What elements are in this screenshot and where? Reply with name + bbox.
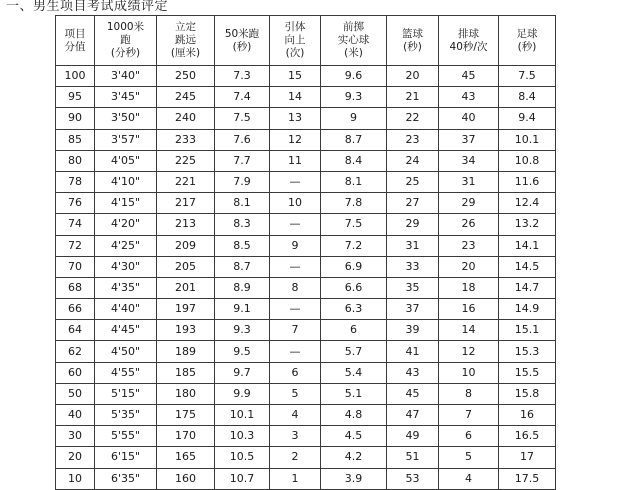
table-cell: 8.7 [215, 256, 270, 277]
table-cell: — [270, 299, 321, 320]
table-row [56, 129, 556, 150]
table-cell: 9.3 [215, 320, 270, 341]
table-cell: 7.8 [321, 193, 387, 214]
table-cell: 3'40" [95, 66, 157, 87]
table-cell: 7.5 [499, 66, 556, 87]
table-cell: 209 [157, 235, 215, 256]
table-cell: 4.5 [321, 426, 387, 447]
table-cell: 10 [439, 362, 499, 383]
table-cell: 62 [56, 341, 95, 362]
table-row [56, 171, 556, 192]
table-cell: 5 [439, 447, 499, 468]
table-cell: 10 [56, 468, 95, 489]
header-pull-ups: 引体 向上 (次) [270, 16, 321, 66]
table-cell: 4'40" [95, 299, 157, 320]
table-row [56, 214, 556, 235]
table-cell: 13 [270, 108, 321, 129]
table-cell: 43 [387, 362, 439, 383]
table-cell: 6'35" [95, 468, 157, 489]
table-cell: 3'50" [95, 108, 157, 129]
table-cell: 185 [157, 362, 215, 383]
table-cell: 70 [56, 256, 95, 277]
table-cell: 4'30" [95, 256, 157, 277]
table-cell: 4 [439, 468, 499, 489]
table-cell: 45 [387, 383, 439, 404]
table-cell: 16.5 [499, 426, 556, 447]
table-cell: 85 [56, 129, 95, 150]
table-cell: 24 [387, 150, 439, 171]
table-cell: 64 [56, 320, 95, 341]
table-cell: 5'35" [95, 405, 157, 426]
table-cell: 6.3 [321, 299, 387, 320]
table-cell: 2 [270, 447, 321, 468]
page-title: 一、男生项目考试成绩评定 [6, 0, 169, 14]
table-cell: 6 [321, 320, 387, 341]
table-cell: 17.5 [499, 468, 556, 489]
table-cell: 8.9 [215, 277, 270, 298]
table-cell: 18 [439, 277, 499, 298]
table-cell: 233 [157, 129, 215, 150]
table-row [56, 193, 556, 214]
table-cell: 4'15" [95, 193, 157, 214]
header-basketball: 篮球 (秒) [387, 16, 439, 66]
table-cell: 20 [439, 256, 499, 277]
header-score: 项目 分值 [56, 16, 95, 66]
table-cell: 26 [439, 214, 499, 235]
table-cell: 6'15" [95, 447, 157, 468]
table-cell: 76 [56, 193, 95, 214]
table-cell: 205 [157, 256, 215, 277]
table-cell: 53 [387, 468, 439, 489]
table-cell: 7.3 [215, 66, 270, 87]
table-cell: 7.4 [215, 87, 270, 108]
table-cell: 78 [56, 171, 95, 192]
table-cell: 60 [56, 362, 95, 383]
table-cell: 6.6 [321, 277, 387, 298]
table-cell: 12 [439, 341, 499, 362]
header-volleyball: 排球 40秒/次 [439, 16, 499, 66]
table-cell: 160 [157, 468, 215, 489]
table-cell: 8.4 [321, 150, 387, 171]
table-cell: 10.8 [499, 150, 556, 171]
table-cell: 9.9 [215, 383, 270, 404]
table-cell: 8.1 [215, 193, 270, 214]
table-cell: 201 [157, 277, 215, 298]
table-cell: 9.1 [215, 299, 270, 320]
table-cell: 5'15" [95, 383, 157, 404]
table-cell: 9.7 [215, 362, 270, 383]
table-cell: 41 [387, 341, 439, 362]
table-row [56, 362, 556, 383]
table-cell: 43 [439, 87, 499, 108]
header-1000m-run: 1000米 跑 (分秒) [95, 16, 157, 66]
table-cell: 16 [439, 299, 499, 320]
table-row [56, 150, 556, 171]
table-cell: 7.5 [215, 108, 270, 129]
table-row [56, 447, 556, 468]
table-cell: 14.9 [499, 299, 556, 320]
table-cell: 6.9 [321, 256, 387, 277]
table-cell: 8.4 [499, 87, 556, 108]
table-cell: 165 [157, 447, 215, 468]
table-cell: 170 [157, 426, 215, 447]
table-cell: 17 [499, 447, 556, 468]
table-header-row [56, 16, 556, 66]
table-cell: 7 [270, 320, 321, 341]
table-cell: 72 [56, 235, 95, 256]
table-cell: 12 [270, 129, 321, 150]
table-cell: 4'45" [95, 320, 157, 341]
table-cell: 51 [387, 447, 439, 468]
table-cell: 7.7 [215, 150, 270, 171]
table-cell: 29 [387, 214, 439, 235]
table-cell: 197 [157, 299, 215, 320]
table-cell: 40 [56, 405, 95, 426]
table-cell: 95 [56, 87, 95, 108]
table-cell: — [270, 214, 321, 235]
table-cell: 31 [387, 235, 439, 256]
table-cell: 10.1 [499, 129, 556, 150]
table-row [56, 320, 556, 341]
table-cell: 74 [56, 214, 95, 235]
table-cell: 7.2 [321, 235, 387, 256]
header-standing-long-jump: 立定 跳远 (厘米) [157, 16, 215, 66]
table-cell: 22 [387, 108, 439, 129]
table-cell: 8 [270, 277, 321, 298]
header-50m-run: 50米跑 (秒) [215, 16, 270, 66]
table-cell: 15 [270, 66, 321, 87]
table-cell: 15.3 [499, 341, 556, 362]
table-cell: 9.3 [321, 87, 387, 108]
table-cell: 4.2 [321, 447, 387, 468]
table-cell: 16 [499, 405, 556, 426]
table-cell: 34 [439, 150, 499, 171]
table-cell: 21 [387, 87, 439, 108]
table-cell: 6 [270, 362, 321, 383]
table-cell: 7.5 [321, 214, 387, 235]
table-cell: 68 [56, 277, 95, 298]
table-cell: 175 [157, 405, 215, 426]
table-cell: 5.7 [321, 341, 387, 362]
table-cell: 3'57" [95, 129, 157, 150]
table-cell: 3.9 [321, 468, 387, 489]
table-row [56, 108, 556, 129]
table-row [56, 277, 556, 298]
table-cell: 12.4 [499, 193, 556, 214]
table-cell: 9.5 [215, 341, 270, 362]
table-cell: 4'55" [95, 362, 157, 383]
table-cell: 14 [439, 320, 499, 341]
table-cell: 4 [270, 405, 321, 426]
table-cell: 213 [157, 214, 215, 235]
table-cell: 14.7 [499, 277, 556, 298]
table-row [56, 299, 556, 320]
table-cell: — [270, 256, 321, 277]
table-cell: 11 [270, 150, 321, 171]
table-cell: 15.8 [499, 383, 556, 404]
header-medicine-ball: 前掷 实心球 (米) [321, 16, 387, 66]
table-cell: 25 [387, 171, 439, 192]
table-cell: 40 [439, 108, 499, 129]
table-cell: 225 [157, 150, 215, 171]
table-cell: 6 [439, 426, 499, 447]
table-cell: 189 [157, 341, 215, 362]
score-table [55, 15, 556, 490]
table-cell: 27 [387, 193, 439, 214]
table-cell: 15.1 [499, 320, 556, 341]
table-cell: 3'45" [95, 87, 157, 108]
table-cell: — [270, 171, 321, 192]
table-cell: 1 [270, 468, 321, 489]
table-cell: 4'05" [95, 150, 157, 171]
table-cell: 23 [439, 235, 499, 256]
table-row [56, 256, 556, 277]
table-cell: 90 [56, 108, 95, 129]
table-cell: 66 [56, 299, 95, 320]
table-cell: 8.3 [215, 214, 270, 235]
table-cell: 45 [439, 66, 499, 87]
table-cell: 3 [270, 426, 321, 447]
table-cell: 14.5 [499, 256, 556, 277]
table-cell: 4'10" [95, 171, 157, 192]
table-cell: 39 [387, 320, 439, 341]
table-cell: 180 [157, 383, 215, 404]
table-row [56, 341, 556, 362]
table-cell: 217 [157, 193, 215, 214]
header-football: 足球 (秒) [499, 16, 556, 66]
table-cell: 37 [387, 299, 439, 320]
table-cell: 250 [157, 66, 215, 87]
table-cell: 100 [56, 66, 95, 87]
table-cell: 4'25" [95, 235, 157, 256]
table-cell: 4'20" [95, 214, 157, 235]
table-cell: 35 [387, 277, 439, 298]
table-row [56, 426, 556, 447]
table-row [56, 66, 556, 87]
table-cell: 221 [157, 171, 215, 192]
table-cell: 49 [387, 426, 439, 447]
table-cell: 10.7 [215, 468, 270, 489]
table-cell: 15.5 [499, 362, 556, 383]
table-cell: 10 [270, 193, 321, 214]
table-cell: 4'35" [95, 277, 157, 298]
table-cell: 8.1 [321, 171, 387, 192]
table-cell: 9.4 [499, 108, 556, 129]
table-cell: 5 [270, 383, 321, 404]
table-cell: 20 [56, 447, 95, 468]
table-cell: 11.6 [499, 171, 556, 192]
table-cell: 4'50" [95, 341, 157, 362]
table-cell: 13.2 [499, 214, 556, 235]
table-cell: 23 [387, 129, 439, 150]
table-cell: 29 [439, 193, 499, 214]
table-cell: 50 [56, 383, 95, 404]
table-cell: 80 [56, 150, 95, 171]
table-cell: 5.4 [321, 362, 387, 383]
table-cell: 31 [439, 171, 499, 192]
table-row [56, 468, 556, 489]
table-cell: 7 [439, 405, 499, 426]
table-row [56, 87, 556, 108]
table-cell: 20 [387, 66, 439, 87]
table-row [56, 383, 556, 404]
table-cell: 30 [56, 426, 95, 447]
table-cell: 4.8 [321, 405, 387, 426]
table-cell: 10.3 [215, 426, 270, 447]
table-cell: 8.7 [321, 129, 387, 150]
table-cell: 240 [157, 108, 215, 129]
table-cell: 5'55" [95, 426, 157, 447]
table-cell: — [270, 341, 321, 362]
table-cell: 8.5 [215, 235, 270, 256]
table-cell: 47 [387, 405, 439, 426]
table-cell: 8 [439, 383, 499, 404]
table-cell: 193 [157, 320, 215, 341]
table-cell: 5.1 [321, 383, 387, 404]
table-cell: 7.6 [215, 129, 270, 150]
table-cell: 9.6 [321, 66, 387, 87]
table-cell: 7.9 [215, 171, 270, 192]
table-cell: 10.5 [215, 447, 270, 468]
table-cell: 37 [439, 129, 499, 150]
table-cell: 14 [270, 87, 321, 108]
table-cell: 10.1 [215, 405, 270, 426]
table-cell: 14.1 [499, 235, 556, 256]
table-cell: 33 [387, 256, 439, 277]
table-cell: 9 [270, 235, 321, 256]
table-cell: 9 [321, 108, 387, 129]
table-cell: 245 [157, 87, 215, 108]
table-row [56, 235, 556, 256]
table-row [56, 405, 556, 426]
